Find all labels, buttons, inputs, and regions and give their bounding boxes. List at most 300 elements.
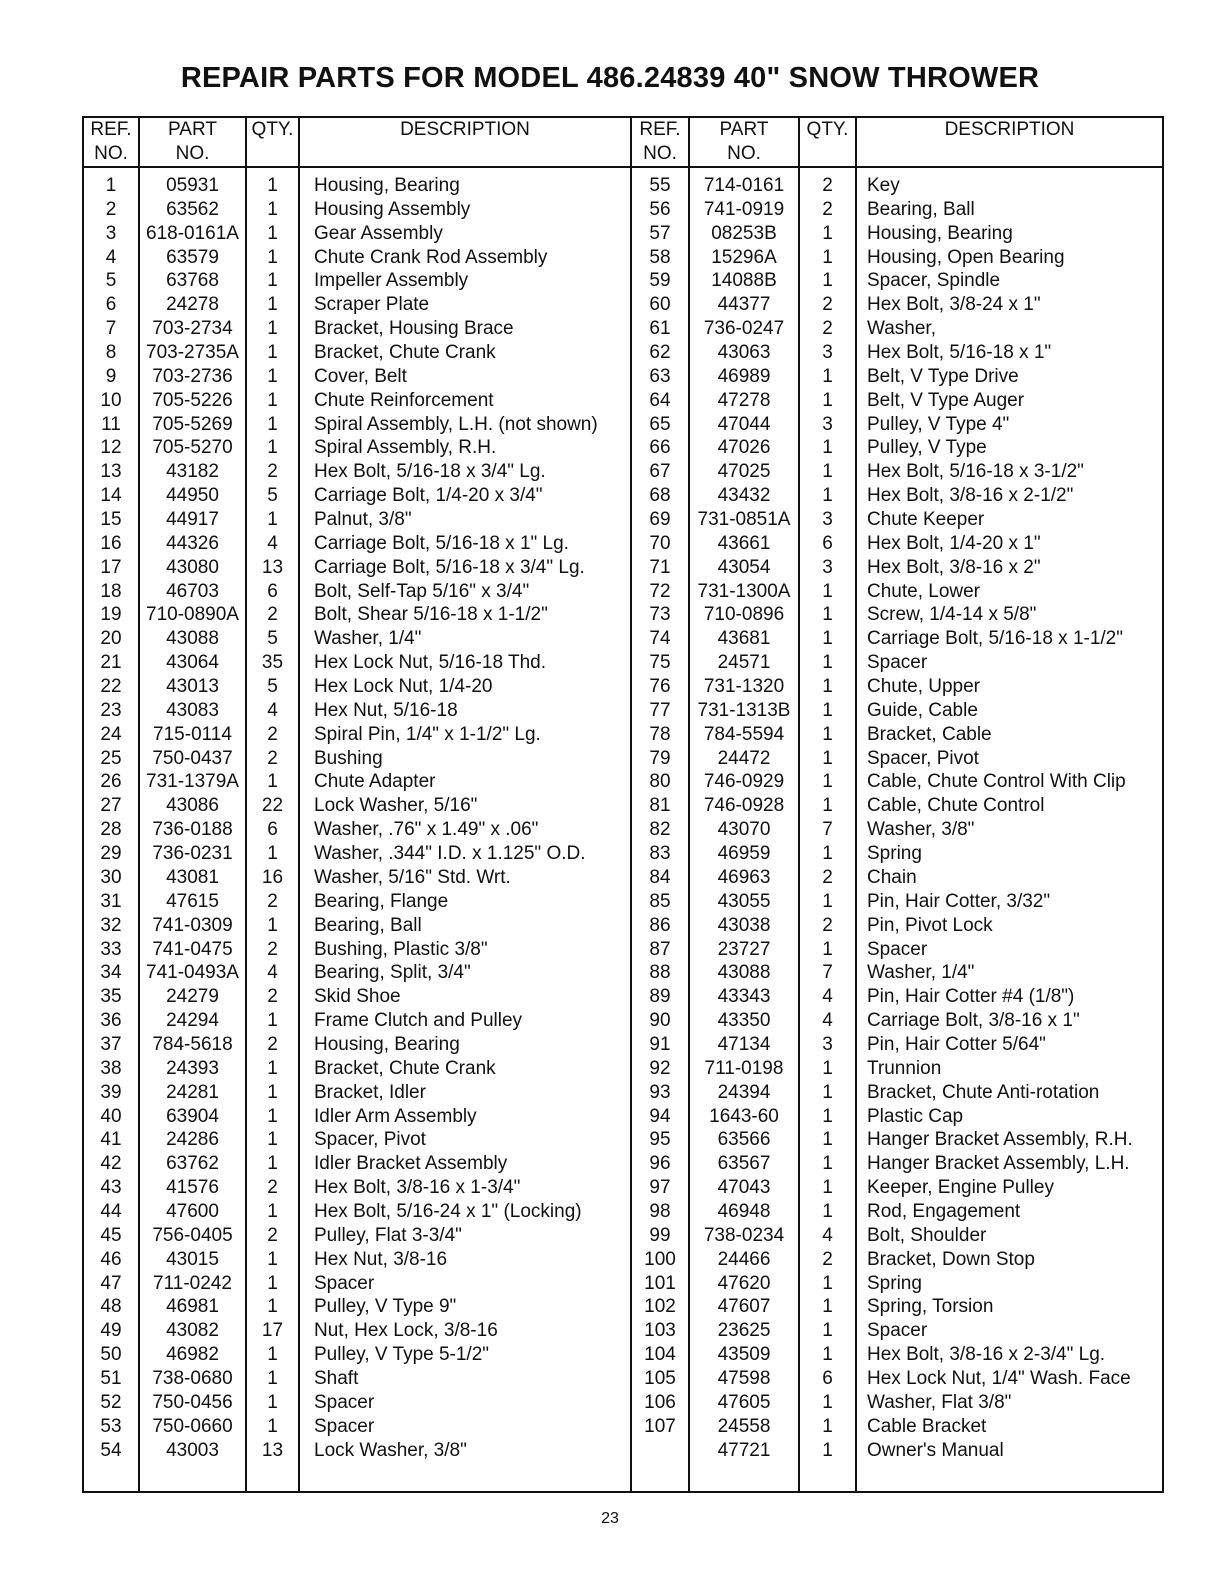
table-row bbox=[632, 508, 1162, 532]
description: Frame Clutch and Pulley bbox=[314, 1010, 523, 1032]
table-row bbox=[84, 174, 630, 198]
qty: 1 bbox=[267, 1344, 278, 1366]
description: Washer, Flat 3/8" bbox=[867, 1391, 1012, 1413]
table-row bbox=[84, 603, 630, 627]
part-no: 24472 bbox=[717, 747, 771, 769]
description: Housing, Bearing bbox=[314, 175, 460, 196]
description: Hex Lock Nut, 1/4-20 bbox=[314, 676, 493, 698]
qty: 1 bbox=[822, 843, 833, 865]
table-row bbox=[84, 627, 630, 651]
qty: 1 bbox=[267, 198, 278, 220]
ref-no: 37 bbox=[100, 1033, 122, 1055]
table-row bbox=[632, 651, 1162, 675]
ref-no: 26 bbox=[100, 771, 122, 793]
table-row bbox=[84, 365, 630, 389]
table-row bbox=[84, 890, 630, 914]
description: Bracket, Housing Brace bbox=[314, 318, 514, 340]
description: Carriage Bolt, 1/4-20 x 3/4" bbox=[314, 485, 543, 507]
part-no: 24294 bbox=[166, 1010, 219, 1032]
description: Bracket, Cable bbox=[867, 723, 992, 745]
qty: 16 bbox=[261, 866, 284, 888]
ref-no: 89 bbox=[649, 986, 671, 1008]
ref-no: 90 bbox=[649, 1010, 671, 1032]
table-row bbox=[632, 413, 1162, 437]
qty: 1 bbox=[267, 1296, 278, 1318]
table-row bbox=[84, 842, 630, 866]
ref-no: 7 bbox=[105, 318, 117, 340]
qty: 1 bbox=[267, 1010, 278, 1032]
table-row bbox=[632, 770, 1162, 794]
qty: 4 bbox=[822, 1010, 833, 1032]
qty: 1 bbox=[267, 1057, 278, 1079]
qty: 1 bbox=[822, 1320, 833, 1342]
ref-no: 44 bbox=[100, 1200, 122, 1222]
ref-no: 79 bbox=[649, 747, 671, 769]
part-no: 24279 bbox=[166, 986, 219, 1008]
part-no: 05931 bbox=[166, 175, 219, 196]
description: Spacer, Pivot bbox=[867, 747, 979, 769]
qty: 1 bbox=[822, 628, 833, 650]
part-no: 618-0161A bbox=[146, 222, 239, 244]
table-row bbox=[84, 1033, 630, 1057]
part-no: 731-1300A bbox=[697, 580, 791, 602]
description: Carriage Bolt, 5/16-18 x 1-1/2" bbox=[867, 628, 1123, 650]
part-no: 738-0680 bbox=[152, 1367, 233, 1389]
qty: 1 bbox=[267, 771, 278, 793]
qty: 1 bbox=[267, 342, 278, 364]
description: Housing, Bearing bbox=[867, 222, 1013, 244]
description: Chute Keeper bbox=[867, 509, 985, 531]
table-row bbox=[632, 1081, 1162, 1105]
part-no: 43661 bbox=[717, 532, 771, 554]
table-row bbox=[632, 890, 1162, 914]
ref-no: 95 bbox=[649, 1129, 671, 1151]
table-row bbox=[84, 818, 630, 842]
part-no: 24571 bbox=[717, 652, 771, 674]
qty: 2 bbox=[822, 294, 833, 316]
description: Guide, Cable bbox=[867, 699, 978, 721]
table-row bbox=[84, 556, 630, 580]
header-ref-line1: REF. bbox=[639, 119, 681, 140]
part-no: 43088 bbox=[166, 628, 219, 650]
description: Housing Assembly bbox=[314, 198, 471, 220]
qty: 6 bbox=[822, 532, 833, 554]
description: Hex Bolt, 1/4-20 x 1" bbox=[867, 532, 1041, 554]
ref-no: 9 bbox=[105, 365, 117, 387]
part-no: 43003 bbox=[166, 1439, 219, 1461]
ref-no: 39 bbox=[100, 1081, 122, 1103]
description: Spacer bbox=[314, 1272, 375, 1294]
header-description: DESCRIPTION bbox=[400, 119, 530, 140]
description: Carriage Bolt, 5/16-18 x 3/4" Lg. bbox=[314, 556, 585, 578]
part-no: 24394 bbox=[717, 1081, 771, 1103]
ref-no: 45 bbox=[100, 1224, 122, 1246]
table-row bbox=[632, 914, 1162, 938]
part-no: 23625 bbox=[717, 1320, 771, 1342]
part-no: 43088 bbox=[717, 962, 771, 984]
qty: 2 bbox=[822, 914, 833, 936]
description: Bushing bbox=[314, 747, 383, 769]
description: Hex Bolt, 5/16-18 x 1" bbox=[867, 342, 1052, 364]
part-no: 43055 bbox=[717, 890, 771, 912]
qty: 6 bbox=[267, 580, 278, 602]
description: Bracket, Chute Crank bbox=[314, 342, 496, 364]
part-no: 63579 bbox=[166, 246, 219, 268]
table-row bbox=[84, 317, 630, 341]
qty: 1 bbox=[267, 389, 278, 411]
part-no: 43086 bbox=[166, 795, 219, 817]
part-no: 43509 bbox=[717, 1344, 771, 1366]
ref-no: 83 bbox=[649, 843, 671, 865]
ref-no: 47 bbox=[100, 1272, 122, 1294]
description: Pulley, Flat 3-3/4" bbox=[314, 1224, 462, 1246]
table-row bbox=[84, 938, 630, 962]
description: Keeper, Engine Pulley bbox=[867, 1177, 1054, 1199]
qty: 4 bbox=[822, 986, 833, 1008]
table-row bbox=[84, 436, 630, 460]
ref-no: 11 bbox=[101, 413, 121, 435]
ref-no: 22 bbox=[100, 676, 122, 698]
description: Hex Bolt, 3/8-16 x 2-1/2" bbox=[867, 485, 1074, 507]
part-no: 731-1379A bbox=[146, 771, 239, 793]
ref-no: 42 bbox=[100, 1153, 122, 1175]
qty: 1 bbox=[822, 1105, 833, 1127]
ref-no: 74 bbox=[649, 628, 671, 650]
table-row bbox=[632, 1057, 1162, 1081]
part-no: 711-0242 bbox=[153, 1272, 232, 1294]
qty: 1 bbox=[822, 222, 833, 244]
part-no: 08253B bbox=[711, 222, 777, 244]
table-row bbox=[84, 293, 630, 317]
part-no: 710-0890A bbox=[146, 604, 239, 626]
qty: 1 bbox=[267, 1129, 278, 1151]
description: Bearing, Ball bbox=[314, 914, 422, 936]
table-row bbox=[84, 198, 630, 222]
ref-no: 77 bbox=[649, 699, 671, 721]
qty: 13 bbox=[261, 556, 284, 578]
part-no: 43064 bbox=[166, 652, 219, 674]
part-no: 43038 bbox=[717, 914, 771, 936]
description: Spacer bbox=[867, 938, 928, 960]
table-row bbox=[632, 293, 1162, 317]
table-row bbox=[84, 914, 630, 938]
qty: 1 bbox=[822, 389, 833, 411]
ref-no: 101 bbox=[644, 1272, 676, 1294]
qty: 1 bbox=[822, 1200, 833, 1222]
ref-no: 80 bbox=[649, 771, 671, 793]
qty: 1 bbox=[822, 1129, 833, 1151]
table-row bbox=[632, 1176, 1162, 1200]
ref-no: 94 bbox=[649, 1105, 671, 1127]
table-row bbox=[632, 1248, 1162, 1272]
ref-no: 34 bbox=[100, 962, 122, 984]
description: Cable Bracket bbox=[867, 1415, 987, 1437]
ref-no: 13 bbox=[100, 461, 122, 483]
table-row bbox=[632, 317, 1162, 341]
table-row bbox=[632, 1295, 1162, 1319]
qty: 1 bbox=[267, 1153, 278, 1175]
table-row bbox=[632, 1367, 1162, 1391]
part-no: 63566 bbox=[717, 1129, 771, 1151]
qty: 1 bbox=[822, 890, 833, 912]
qty: 1 bbox=[822, 747, 833, 769]
header-part-line1: PART bbox=[168, 119, 217, 140]
part-no: 750-0660 bbox=[152, 1415, 233, 1437]
part-no: 711-0198 bbox=[704, 1057, 784, 1079]
description: Spacer bbox=[867, 652, 928, 674]
table-row bbox=[84, 460, 630, 484]
description: Bearing, Split, 3/4" bbox=[314, 962, 471, 984]
description: Screw, 1/4-14 x 5/8" bbox=[867, 604, 1037, 626]
table-row bbox=[84, 389, 630, 413]
header-part-line2: NO. bbox=[727, 143, 761, 164]
description: Palnut, 3/8" bbox=[314, 509, 412, 531]
description: Spacer, Spindle bbox=[867, 270, 1001, 292]
ref-no: 76 bbox=[649, 676, 671, 698]
qty: 1 bbox=[267, 413, 278, 435]
table-row bbox=[632, 1224, 1162, 1248]
part-no: 47598 bbox=[717, 1367, 771, 1389]
qty: 1 bbox=[822, 461, 833, 483]
table-row bbox=[84, 985, 630, 1009]
description: Bracket, Idler bbox=[314, 1081, 426, 1103]
description: Chute Reinforcement bbox=[314, 389, 494, 411]
description: Spiral Pin, 1/4" x 1-1/2" Lg. bbox=[314, 723, 541, 745]
ref-no: 104 bbox=[644, 1344, 676, 1366]
table-row bbox=[84, 866, 630, 890]
ref-no: 10 bbox=[100, 389, 122, 411]
part-no: 47026 bbox=[717, 437, 771, 459]
description: Bolt, Self-Tap 5/16" x 3/4" bbox=[314, 580, 530, 602]
qty: 1 bbox=[822, 1296, 833, 1318]
table-row bbox=[84, 747, 630, 771]
qty: 2 bbox=[267, 723, 278, 745]
part-no: 46989 bbox=[717, 365, 771, 387]
part-no: 43083 bbox=[166, 699, 219, 721]
part-no: 46948 bbox=[717, 1200, 771, 1222]
qty: 4 bbox=[267, 699, 278, 721]
part-no: 46703 bbox=[166, 580, 219, 602]
description: Carriage Bolt, 5/16-18 x 1" Lg. bbox=[314, 532, 569, 554]
table-row bbox=[632, 723, 1162, 747]
ref-no: 105 bbox=[644, 1367, 676, 1389]
description: Pin, Pivot Lock bbox=[867, 914, 993, 936]
qty: 1 bbox=[822, 938, 833, 960]
ref-no: 33 bbox=[100, 938, 122, 960]
description: Key bbox=[867, 175, 900, 196]
part-no: 705-5270 bbox=[152, 437, 233, 459]
ref-no: 71 bbox=[649, 556, 671, 578]
qty: 3 bbox=[822, 1033, 833, 1055]
description: Pin, Hair Cotter 5/64" bbox=[867, 1033, 1046, 1055]
table-row bbox=[632, 580, 1162, 604]
qty: 1 bbox=[822, 795, 833, 817]
description: Hex Nut, 3/8-16 bbox=[314, 1248, 448, 1270]
qty: 1 bbox=[822, 246, 833, 268]
part-no: 731-0851A bbox=[697, 509, 791, 531]
qty: 2 bbox=[822, 198, 833, 220]
qty: 3 bbox=[822, 509, 833, 531]
ref-no: 17 bbox=[100, 556, 122, 578]
table-row bbox=[632, 699, 1162, 723]
part-no: 47607 bbox=[717, 1296, 771, 1318]
part-no: 43080 bbox=[166, 556, 219, 578]
table-row bbox=[84, 484, 630, 508]
table-row bbox=[632, 556, 1162, 580]
qty: 1 bbox=[267, 1200, 278, 1222]
ref-no: 86 bbox=[649, 914, 671, 936]
table-row bbox=[84, 1391, 630, 1415]
qty: 5 bbox=[267, 485, 278, 507]
description: Bracket, Down Stop bbox=[867, 1248, 1035, 1270]
ref-no: 92 bbox=[649, 1057, 671, 1079]
ref-no: 75 bbox=[649, 652, 671, 674]
qty: 1 bbox=[267, 1272, 278, 1294]
ref-no: 107 bbox=[644, 1415, 676, 1437]
page-title: REPAIR PARTS FOR MODEL 486.24839 40" SNOW THROWER bbox=[180, 62, 1040, 94]
part-no: 46963 bbox=[717, 866, 771, 888]
ref-no: 27 bbox=[100, 795, 122, 817]
part-no: 14088B bbox=[711, 270, 777, 292]
table-row bbox=[632, 1343, 1162, 1367]
part-no: 714-0161 bbox=[703, 175, 785, 196]
qty: 7 bbox=[822, 962, 833, 984]
description: Spring, Torsion bbox=[867, 1296, 994, 1318]
part-no: 47043 bbox=[717, 1177, 771, 1199]
qty: 1 bbox=[822, 580, 833, 602]
table-row bbox=[632, 436, 1162, 460]
qty: 2 bbox=[267, 461, 278, 483]
qty: 1 bbox=[267, 222, 278, 244]
part-no: 43015 bbox=[166, 1248, 219, 1270]
part-no: 741-0309 bbox=[152, 914, 233, 936]
ref-no: 38 bbox=[100, 1057, 122, 1079]
ref-no: 100 bbox=[644, 1248, 676, 1270]
header-divider bbox=[84, 166, 1162, 168]
table-row bbox=[632, 198, 1162, 222]
part-no: 43081 bbox=[166, 866, 219, 888]
ref-no: 58 bbox=[649, 246, 671, 268]
description: Spring bbox=[867, 1272, 922, 1294]
qty: 22 bbox=[261, 795, 284, 817]
qty: 1 bbox=[267, 1248, 278, 1270]
qty: 1 bbox=[822, 676, 833, 698]
qty: 1 bbox=[822, 723, 833, 745]
part-no: 47600 bbox=[166, 1200, 219, 1222]
qty: 1 bbox=[267, 294, 278, 316]
description: Pulley, V Type 5-1/2" bbox=[314, 1344, 490, 1366]
qty: 1 bbox=[822, 652, 833, 674]
header-description: DESCRIPTION bbox=[944, 119, 1075, 140]
qty: 1 bbox=[267, 1105, 278, 1127]
table-row bbox=[632, 1200, 1162, 1224]
description: Hex Bolt, 5/16-18 x 3/4" Lg. bbox=[314, 461, 546, 483]
table-row bbox=[84, 580, 630, 604]
part-no: 750-0456 bbox=[152, 1391, 233, 1413]
part-no: 24278 bbox=[166, 294, 219, 316]
part-no: 784-5594 bbox=[703, 723, 785, 745]
qty: 1 bbox=[822, 771, 833, 793]
ref-no: 56 bbox=[649, 198, 671, 220]
part-no: 741-0475 bbox=[152, 938, 233, 960]
ref-no: 32 bbox=[100, 914, 122, 936]
qty: 1 bbox=[822, 1391, 833, 1413]
description: Cable, Chute Control With Clip bbox=[867, 771, 1126, 793]
ref-no: 65 bbox=[649, 413, 671, 435]
ref-no: 51 bbox=[100, 1367, 122, 1389]
ref-no: 15 bbox=[100, 509, 122, 531]
qty: 35 bbox=[261, 652, 284, 674]
qty: 1 bbox=[822, 699, 833, 721]
ref-no: 46 bbox=[100, 1248, 122, 1270]
ref-no: 67 bbox=[649, 461, 671, 483]
qty: 1 bbox=[267, 1415, 278, 1437]
qty: 1 bbox=[822, 1344, 833, 1366]
part-no: 736-0247 bbox=[703, 318, 785, 340]
ref-no: 43 bbox=[100, 1177, 122, 1199]
table-row bbox=[84, 1272, 630, 1296]
part-no: 47134 bbox=[717, 1033, 771, 1055]
table-row bbox=[632, 484, 1162, 508]
ref-no: 54 bbox=[100, 1439, 122, 1461]
part-no: 24281 bbox=[166, 1081, 219, 1103]
ref-no: 25 bbox=[100, 747, 122, 769]
part-no: 44326 bbox=[166, 532, 219, 554]
qty: 2 bbox=[267, 1033, 278, 1055]
ref-no: 36 bbox=[100, 1010, 122, 1032]
part-no: 43054 bbox=[717, 556, 771, 578]
header-ref-line1: REF. bbox=[90, 119, 132, 140]
part-no: 44377 bbox=[717, 294, 771, 316]
part-no: 44917 bbox=[166, 509, 219, 531]
part-no: 46981 bbox=[166, 1296, 219, 1318]
header-ref bbox=[84, 118, 138, 166]
table-row bbox=[84, 341, 630, 365]
qty: 1 bbox=[267, 509, 278, 531]
description: Spacer bbox=[867, 1320, 928, 1342]
description: Washer, 1/4" bbox=[867, 962, 975, 984]
table-row bbox=[84, 1200, 630, 1224]
part-no: 63762 bbox=[166, 1153, 219, 1175]
description: Spacer bbox=[314, 1415, 375, 1437]
qty: 1 bbox=[267, 843, 278, 865]
table-row bbox=[632, 460, 1162, 484]
description: Hex Nut, 5/16-18 bbox=[314, 699, 458, 721]
qty: 2 bbox=[267, 986, 278, 1008]
header-ref-line2: NO. bbox=[94, 143, 128, 164]
part-no: 705-5226 bbox=[152, 389, 233, 411]
description: Bearing, Ball bbox=[867, 198, 975, 220]
description: Bearing, Flange bbox=[314, 890, 449, 912]
part-no: 43013 bbox=[166, 676, 219, 698]
description: Impeller Assembly bbox=[314, 270, 469, 292]
ref-no: 70 bbox=[649, 532, 671, 554]
qty: 5 bbox=[267, 676, 278, 698]
part-no: 47615 bbox=[166, 890, 219, 912]
part-no: 63904 bbox=[166, 1105, 219, 1127]
table-row bbox=[84, 651, 630, 675]
description: Bracket, Chute Anti-rotation bbox=[867, 1081, 1100, 1103]
part-no: 1643-60 bbox=[709, 1105, 779, 1127]
table-row bbox=[84, 723, 630, 747]
qty: 2 bbox=[267, 604, 278, 626]
description: Washer, .76" x 1.49" x .06" bbox=[314, 819, 539, 841]
part-no: 43082 bbox=[166, 1320, 219, 1342]
qty: 1 bbox=[267, 365, 278, 387]
table-row bbox=[84, 1128, 630, 1152]
part-no: 715-0114 bbox=[153, 723, 232, 745]
qty: 1 bbox=[822, 1153, 833, 1175]
